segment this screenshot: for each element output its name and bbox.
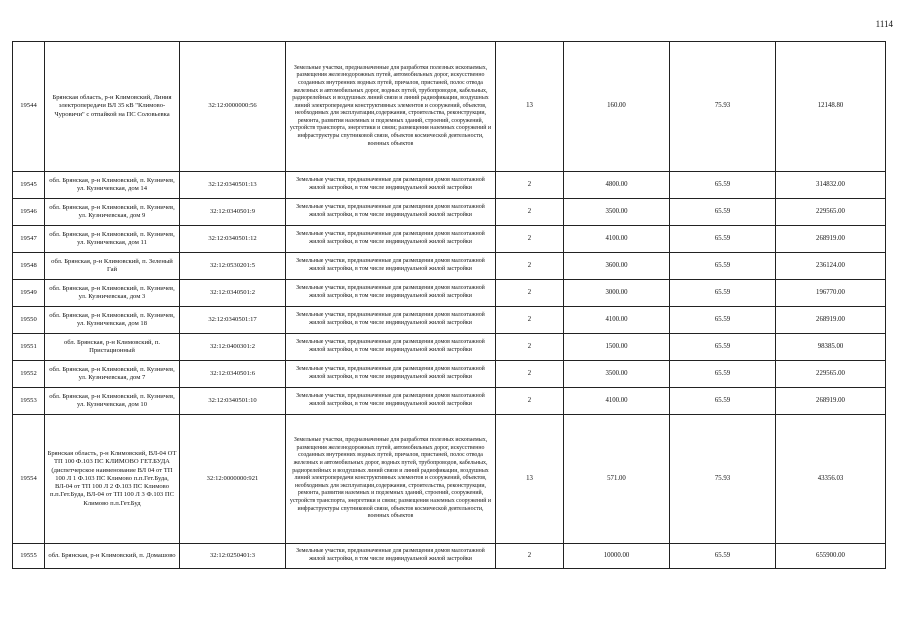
row-address: обл. Брянская, р-н Климовский, п. Пристационный: [45, 334, 180, 361]
row-cadastral-number: 32:12:0340501:9: [180, 199, 286, 226]
row-id: 19553: [13, 388, 45, 415]
row-address: обл. Брянская, р-н Климовский, п. Кузничев, ул. Кузничевская, дом 11: [45, 226, 180, 253]
row-cadastral-number: 32:12:0340501:13: [180, 172, 286, 199]
row-purpose-code: 2: [496, 307, 564, 334]
row-cadastral-number: 32:12:0340501:17: [180, 307, 286, 334]
row-purpose-code: 2: [496, 199, 564, 226]
row-rate: 65.59: [670, 307, 776, 334]
row-cadastral-number: 32:12:0340501:12: [180, 226, 286, 253]
row-cadastral-number: 32:12:0530201:5: [180, 253, 286, 280]
row-land-purpose: Земельные участки, предназначенные для размещения домов малоэтажной жилой застройки, в том числе индивидуальной жилой застройки: [286, 280, 496, 307]
row-purpose-code: 2: [496, 253, 564, 280]
row-cadastral-value: 12148.80: [776, 42, 886, 172]
row-address: обл. Брянская, р-н Климовский, п. Кузничев, ул. Кузничевская, дом 14: [45, 172, 180, 199]
row-land-purpose: Земельные участки, предназначенные для размещения домов малоэтажной жилой застройки, в том числе индивидуальной жилой застройки: [286, 334, 496, 361]
row-rate: 65.59: [670, 388, 776, 415]
row-area: 4800.00: [564, 172, 670, 199]
table-row: [13, 334, 886, 361]
table-row: [13, 172, 886, 199]
row-rate: 75.93: [670, 415, 776, 544]
row-area: 3600.00: [564, 253, 670, 280]
row-cadastral-value: 196770.00: [776, 280, 886, 307]
row-land-purpose: Земельные участки, предназначенные для размещения домов малоэтажной жилой застройки, в том числе индивидуальной жилой застройки: [286, 388, 496, 415]
row-id: 19544: [13, 42, 45, 172]
row-address: обл. Брянская, р-н Климовский, п. Кузничев, ул. Кузничевская, дом 3: [45, 280, 180, 307]
row-cadastral-value: 229565.00: [776, 361, 886, 388]
row-land-purpose: Земельные участки, предназначенные для размещения домов малоэтажной жилой застройки, в том числе индивидуальной жилой застройки: [286, 253, 496, 280]
row-cadastral-number: 32:12:0340501:6: [180, 361, 286, 388]
row-area: 571.00: [564, 415, 670, 544]
row-address: обл. Брянская, р-н Климовский, п. Кузничев, ул. Кузничевская, дом 9: [45, 199, 180, 226]
row-rate: 65.59: [670, 334, 776, 361]
row-purpose-code: 2: [496, 361, 564, 388]
row-area: 160.00: [564, 42, 670, 172]
table-row: [13, 415, 886, 544]
row-area: 10000.00: [564, 544, 670, 569]
row-rate: 65.59: [670, 172, 776, 199]
row-cadastral-number: 32:12:0000000:921: [180, 415, 286, 544]
row-id: 19549: [13, 280, 45, 307]
table-row: [13, 544, 886, 569]
table-row: [13, 280, 886, 307]
row-cadastral-value: 43356.03: [776, 415, 886, 544]
row-cadastral-value: 268919.00: [776, 226, 886, 253]
row-cadastral-number: 32:12:0340501:2: [180, 280, 286, 307]
land-registry-table: [12, 41, 886, 569]
row-id: 19552: [13, 361, 45, 388]
row-id: 19548: [13, 253, 45, 280]
row-rate: 65.59: [670, 226, 776, 253]
row-land-purpose: Земельные участки, предназначенные для размещения домов малоэтажной жилой застройки, в том числе индивидуальной жилой застройки: [286, 361, 496, 388]
row-cadastral-value: 98385.00: [776, 334, 886, 361]
row-purpose-code: 13: [496, 415, 564, 544]
table-row: [13, 361, 886, 388]
row-id: 19550: [13, 307, 45, 334]
table-row: [13, 199, 886, 226]
row-id: 19554: [13, 415, 45, 544]
row-rate: 65.59: [670, 361, 776, 388]
row-cadastral-number: 32:12:0400301:2: [180, 334, 286, 361]
row-area: 1500.00: [564, 334, 670, 361]
row-cadastral-value: 655900.00: [776, 544, 886, 569]
page-number: 1114: [875, 19, 893, 29]
row-land-purpose: Земельные участки, предназначенные для размещения домов малоэтажной жилой застройки, в том числе индивидуальной жилой застройки: [286, 172, 496, 199]
row-cadastral-number: 32:12:0250401:3: [180, 544, 286, 569]
row-purpose-code: 2: [496, 334, 564, 361]
table-row: [13, 42, 886, 172]
row-cadastral-value: 268919.00: [776, 307, 886, 334]
row-address: обл. Брянская, р-н Климовский, п. Зеленый Гай: [45, 253, 180, 280]
row-address: обл. Брянская, р-н Климовский, п. Кузничев, ул. Кузничевская, дом 10: [45, 388, 180, 415]
row-address: Брянская область, р-н Климовский, ВЛ-04 ОТ ТП 100 Ф.103 ПС КЛИМОВО ГЕТ.БУДА (диспетчерское наименование ВЛ 04 от ТП 100 Л 1 Ф.103 ПС Климово п.п.Гет.Буда, ВЛ-04 от ТП 100 Л 2 Ф.103 ПС Климово п.п.Гет.Буда, ВЛ-04 от ТП 100 Л 3 Ф.103 ПС Климово п.п.Гет.Буд: [45, 415, 180, 544]
row-area: 3500.00: [564, 361, 670, 388]
row-area: 4100.00: [564, 388, 670, 415]
table-row: [13, 388, 886, 415]
row-area: 3500.00: [564, 199, 670, 226]
row-land-purpose: Земельные участки, предназначенные для размещения домов малоэтажной жилой застройки, в том числе индивидуальной жилой застройки: [286, 226, 496, 253]
row-area: 4100.00: [564, 307, 670, 334]
table-row: [13, 226, 886, 253]
row-rate: 75.93: [670, 42, 776, 172]
row-purpose-code: 2: [496, 544, 564, 569]
row-land-purpose: Земельные участки, предназначенные для размещения домов малоэтажной жилой застройки, в том числе индивидуальной жилой застройки: [286, 199, 496, 226]
row-id: 19551: [13, 334, 45, 361]
row-purpose-code: 2: [496, 172, 564, 199]
row-id: 19545: [13, 172, 45, 199]
row-cadastral-value: 229565.00: [776, 199, 886, 226]
table-row: [13, 307, 886, 334]
row-id: 19555: [13, 544, 45, 569]
row-land-purpose: Земельные участки, предназначенные для разработки полезных ископаемых, размещения железнодорожных путей, автомобильных дорог, искусственно созданных внутренних водных путей, причалов, пристаней, полос отвода железных и автомобильных дорог, водных путей, трубопроводов, кабельных, радиорелейных и воздушных линий связи и линий радиофикации, воздушных линий электропередачи конструктивных элементов и сооружений, объектов, необходимых для эксплуатации,содержания, строительства, реконструкции, ремонта, развития наземных и подземных зданий, строений, сооружений, устройств транспорта, энергетики и связи; размещения наземных сооружений и инфраструктуры спутниковой связи, объектов космической деятельности, военных объектов: [286, 415, 496, 544]
row-purpose-code: 2: [496, 388, 564, 415]
row-cadastral-value: 268919.00: [776, 388, 886, 415]
row-land-purpose: Земельные участки, предназначенные для размещения домов малоэтажной жилой застройки, в том числе индивидуальной жилой застройки: [286, 544, 496, 569]
row-id: 19546: [13, 199, 45, 226]
row-purpose-code: 2: [496, 280, 564, 307]
row-cadastral-number: 32:12:0340501:10: [180, 388, 286, 415]
row-purpose-code: 13: [496, 42, 564, 172]
row-rate: 65.59: [670, 253, 776, 280]
row-cadastral-number: 32:12:0000000:56: [180, 42, 286, 172]
row-address: Брянская область, р-н Климовский, Линия электропередачи ВЛ 35 кВ "Климово-Чуровичи" с отпайкой на ПС Соловьевка: [45, 42, 180, 172]
row-land-purpose: Земельные участки, предназначенные для размещения домов малоэтажной жилой застройки, в том числе индивидуальной жилой застройки: [286, 307, 496, 334]
row-address: обл. Брянская, р-н Климовский, п. Кузничев, ул. Кузничевская, дом 7: [45, 361, 180, 388]
table-row: [13, 253, 886, 280]
row-area: 4100.00: [564, 226, 670, 253]
row-address: обл. Брянская, р-н Климовский, п. Домашово: [45, 544, 180, 569]
row-cadastral-value: 236124.00: [776, 253, 886, 280]
row-land-purpose: Земельные участки, предназначенные для разработки полезных ископаемых, размещения железнодорожных путей, автомобильных дорог, искусственно созданных внутренних водных путей, причалов, пристаней, полос отвода железных и автомобильных дорог, водных путей, трубопроводов, кабельных, радиорелейных и воздушных линий связи и линий радиофикации, воздушных линий электропередачи конструктивных элементов и сооружений, объектов, необходимых для эксплуатации,содержания, строительства, реконструкции, ремонта, развития наземных и подземных зданий, строений, сооружений, устройств транспорта, энергетики и связи; размещения наземных сооружений и инфраструктуры спутниковой связи, объектов космической деятельности, военных объектов: [286, 42, 496, 172]
row-rate: 65.59: [670, 544, 776, 569]
row-rate: 65.59: [670, 280, 776, 307]
row-rate: 65.59: [670, 199, 776, 226]
row-address: обл. Брянская, р-н Климовский, п. Кузничев, ул. Кузничевская, дом 18: [45, 307, 180, 334]
row-id: 19547: [13, 226, 45, 253]
row-area: 3000.00: [564, 280, 670, 307]
row-purpose-code: 2: [496, 226, 564, 253]
row-cadastral-value: 314832.00: [776, 172, 886, 199]
